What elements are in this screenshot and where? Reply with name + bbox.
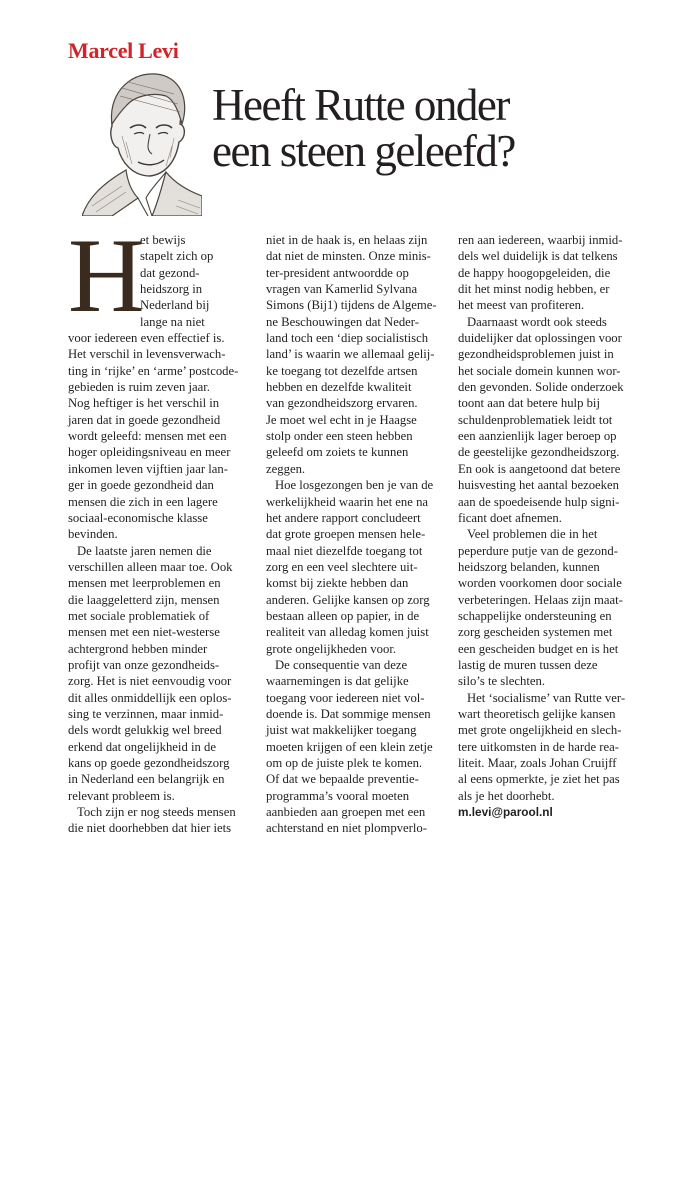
text-line: wart theoretisch gelijke kansen bbox=[458, 706, 616, 721]
drop-cap: H bbox=[68, 234, 145, 318]
text-line: silo’s te slechten. bbox=[458, 674, 546, 689]
text-line: ne Beschouwingen dat Neder- bbox=[266, 314, 419, 329]
text-line: lastig de muren tussen deze bbox=[458, 657, 598, 672]
text-line: heidszorg belanden, kunnen bbox=[458, 559, 600, 574]
text-line: ter-president antwoordde op bbox=[266, 265, 409, 280]
text-line: Of dat we bepaalde preventie- bbox=[266, 772, 419, 787]
text-line: heidszorg in bbox=[140, 282, 203, 297]
text-line: stolp onder een steen hebben bbox=[266, 429, 413, 444]
text-line: dat gezond- bbox=[140, 265, 200, 280]
column-3 bbox=[458, 232, 636, 820]
text-line: doende is. Dat sommige mensen bbox=[266, 706, 431, 721]
text-line: bestaan alleen op papier, in de bbox=[266, 608, 420, 623]
headline bbox=[212, 82, 632, 174]
text-line: aanbieden aan groepen met een bbox=[266, 805, 426, 820]
column-2 bbox=[266, 232, 444, 837]
text-line: moeten krijgen of een klein zetje bbox=[266, 739, 433, 754]
paragraph bbox=[458, 232, 636, 314]
text-line: vragen van Kamerlid Sylvana bbox=[266, 282, 418, 297]
text-line: Nederland bij bbox=[140, 298, 210, 313]
text-line: de happy hoogopgeleiden, die bbox=[458, 265, 611, 280]
paragraph bbox=[458, 690, 636, 804]
text-line: in Nederland een belangrijk en bbox=[68, 772, 225, 787]
text-line: programma’s vooral moeten bbox=[266, 788, 410, 803]
text-line: toegang voor iedereen niet vol- bbox=[266, 690, 425, 705]
paragraph bbox=[458, 526, 636, 689]
text-line: liteit. Maar, zoals Johan Cruijff bbox=[458, 756, 617, 770]
text-line: al eens opmerkte, je ziet het pas bbox=[458, 772, 620, 787]
author-portrait bbox=[82, 66, 202, 216]
text-line: zorg en een veel slechtere uit- bbox=[266, 559, 418, 574]
text-line: voor iedereen even effectief is. bbox=[68, 331, 225, 346]
text-line: dit alles onmiddellijk een oplos- bbox=[68, 690, 232, 705]
text-line: gezondheidsproblemen juist in bbox=[458, 347, 614, 362]
text-line: verbeteringen. Helaas zijn maat- bbox=[458, 592, 623, 607]
text-line: De consequentie van deze bbox=[275, 657, 408, 672]
text-line: Daarnaast wordt ook steeds bbox=[467, 314, 607, 329]
article-body bbox=[68, 232, 626, 836]
paragraph bbox=[68, 543, 246, 805]
text-line: geleefd om zoiets te kunnen bbox=[266, 445, 409, 460]
text-line: Het ‘socialisme’ van Rutte ver- bbox=[467, 690, 626, 705]
text-line: dels wel duidelijk is dat telkens bbox=[458, 249, 618, 264]
author-name: Marcel Levi bbox=[68, 38, 179, 63]
text-line: Nog heftiger is het verschil in bbox=[68, 396, 220, 411]
text-line: zorg gescheiden systemen met bbox=[458, 625, 613, 640]
text-line: relevant probleem is. bbox=[68, 788, 175, 803]
text-line: schappelijke ondersteuning en bbox=[458, 608, 612, 623]
author-email[interactable]: m.levi@parool.nl bbox=[458, 805, 553, 820]
text-line: om op de juiste plek te komen. bbox=[266, 756, 423, 770]
text-line: zeggen. bbox=[266, 461, 306, 476]
text-line: de geestelijke gezondheidszorg. bbox=[458, 445, 620, 460]
text-line: jaren dat in goede gezondheid bbox=[68, 412, 221, 427]
text-line: dat grote groepen mensen hele- bbox=[266, 527, 426, 542]
text-line: Hoe losgezongen ben je van de bbox=[275, 478, 434, 493]
text-line: maal niet diezelfde toegang tot bbox=[266, 543, 423, 558]
text-line: bevinden. bbox=[68, 527, 118, 542]
text-line: hebben en dezelfde kwaliteit bbox=[266, 380, 412, 395]
text-line: toont aan dat betere hulp bij bbox=[458, 396, 600, 411]
text-line: peperdure putje van de gezond- bbox=[458, 543, 618, 558]
text-line: het meest van profiteren. bbox=[458, 298, 585, 313]
text-line: als je het doorhebt. bbox=[458, 788, 555, 803]
text-line: waarnemingen is dat gelijke bbox=[266, 674, 409, 689]
text-line: worden voorkomen door sociale bbox=[458, 576, 622, 591]
text-line: schuldenproblematiek leidt tot bbox=[458, 412, 613, 427]
text-line: een aanzienlijk lager beroep op bbox=[458, 429, 617, 444]
text-line: kans op goede gezondheidszorg bbox=[68, 756, 230, 770]
text-line: achtergrond hebben minder bbox=[68, 641, 208, 656]
text-line: ke toegang tot dezelfde artsen bbox=[266, 363, 418, 378]
text-line: En ook is aangetoond dat betere bbox=[458, 461, 621, 476]
text-line: dat niet de minsten. Onze minis- bbox=[266, 249, 431, 264]
headline-line-1: Heeft Rutte onder bbox=[212, 80, 509, 130]
text-line: sing te verzinnen, maar inmid- bbox=[68, 706, 224, 721]
text-line: juist wat makkelijker toegang bbox=[266, 723, 417, 738]
paragraph bbox=[266, 232, 444, 477]
text-line: achterstand en niet plompverlo- bbox=[266, 821, 428, 836]
text-line: Veel problemen die in het bbox=[467, 527, 598, 542]
text-line: het sociale domein kunnen wor- bbox=[458, 363, 621, 378]
text-line: Toch zijn er nog steeds mensen bbox=[77, 805, 236, 820]
text-line: ger in goede gezondheid dan bbox=[68, 478, 214, 493]
text-line: tere uitkomsten in de harde rea- bbox=[458, 739, 619, 754]
text-line: anderen. Gelijke kansen op zorg bbox=[266, 592, 430, 607]
text-line: erkend dat ongelijkheid in de bbox=[68, 739, 216, 754]
text-line: hoger opleidingsniveau en meer bbox=[68, 445, 231, 460]
text-line: dit het minst nodig hebben, er bbox=[458, 282, 610, 297]
text-line: met grote ongelijkheid en slech- bbox=[458, 723, 622, 738]
text-line: gebieden is ruim zeven jaar. bbox=[68, 380, 210, 395]
text-line: aan de spoedeisende hulp signi- bbox=[458, 494, 620, 509]
text-line: huisvesting het aantal bezoeken bbox=[458, 478, 620, 493]
text-line: ren aan iedereen, waarbij inmid- bbox=[458, 233, 623, 247]
text-line: komst bij ziekte hebben dan bbox=[266, 576, 409, 591]
text-line: ting in ‘rijke’ en ‘arme’ postcode- bbox=[68, 363, 239, 378]
text-line: mensen die zich in een lagere bbox=[68, 494, 218, 509]
paragraph bbox=[266, 657, 444, 837]
headline-line-2: een steen geleefd? bbox=[212, 126, 515, 176]
text-line: van gezondheidszorg ervaren. bbox=[266, 396, 418, 411]
paragraph bbox=[68, 232, 246, 543]
paragraph bbox=[266, 477, 444, 657]
text-line: inkomen leven vijftien jaar lan- bbox=[68, 461, 228, 476]
text-line: het andere rapport concludeert bbox=[266, 510, 421, 525]
text-line: niet in de haak is, en helaas zijn bbox=[266, 233, 428, 247]
text-line: De laatste jaren nemen die bbox=[77, 543, 212, 558]
text-line: Het verschil in levensverwach- bbox=[68, 347, 226, 362]
text-line: zorg. Het is niet eenvoudig voor bbox=[68, 674, 232, 689]
text-line: et bewijs bbox=[140, 233, 186, 247]
text-line: mensen met leerproblemen en bbox=[68, 576, 221, 591]
text-line: sociaal-economische klasse bbox=[68, 510, 208, 525]
text-line: die laaggeletterd zijn, mensen bbox=[68, 592, 220, 607]
text-line: wordt geleefd: mensen met een bbox=[68, 429, 227, 444]
text-line: land’ is waarin we allemaal gelij- bbox=[266, 347, 435, 362]
text-line: land toch een ‘diep socialistisch bbox=[266, 331, 429, 346]
text-line: Je moet wel echt in je Haagse bbox=[266, 412, 417, 427]
text-line: Simons (Bij1) tijdens de Algeme- bbox=[266, 298, 437, 313]
text-line: realiteit van alledag komen juist bbox=[266, 625, 429, 640]
text-line: profijt van onze gezondheids- bbox=[68, 657, 220, 672]
text-line: die niet doorhebben dat hier iets bbox=[68, 821, 232, 836]
text-line: ficant doet afnemen. bbox=[458, 510, 562, 525]
paragraph bbox=[458, 314, 636, 526]
text-line: den gevonden. Solide onderzoek bbox=[458, 380, 624, 395]
text-line: stapelt zich op bbox=[140, 249, 214, 264]
text-line: lange na niet bbox=[140, 314, 205, 329]
text-line: grote ongelijkheden voor. bbox=[266, 641, 397, 656]
column-1 bbox=[68, 232, 246, 837]
text-line: werkelijkheid waarin het ene na bbox=[266, 494, 429, 509]
text-line: dels wordt gelukkig wel breed bbox=[68, 723, 222, 738]
text-line: duidelijker dat oplossingen voor bbox=[458, 331, 622, 346]
text-line: een gescheiden budget en is het bbox=[458, 641, 619, 656]
text-line: met sociale problematiek of bbox=[68, 608, 210, 623]
paragraph bbox=[68, 804, 246, 837]
text-line: mensen met een niet-westerse bbox=[68, 625, 220, 640]
text-line: verschillen alleen maar toe. Ook bbox=[68, 559, 233, 574]
